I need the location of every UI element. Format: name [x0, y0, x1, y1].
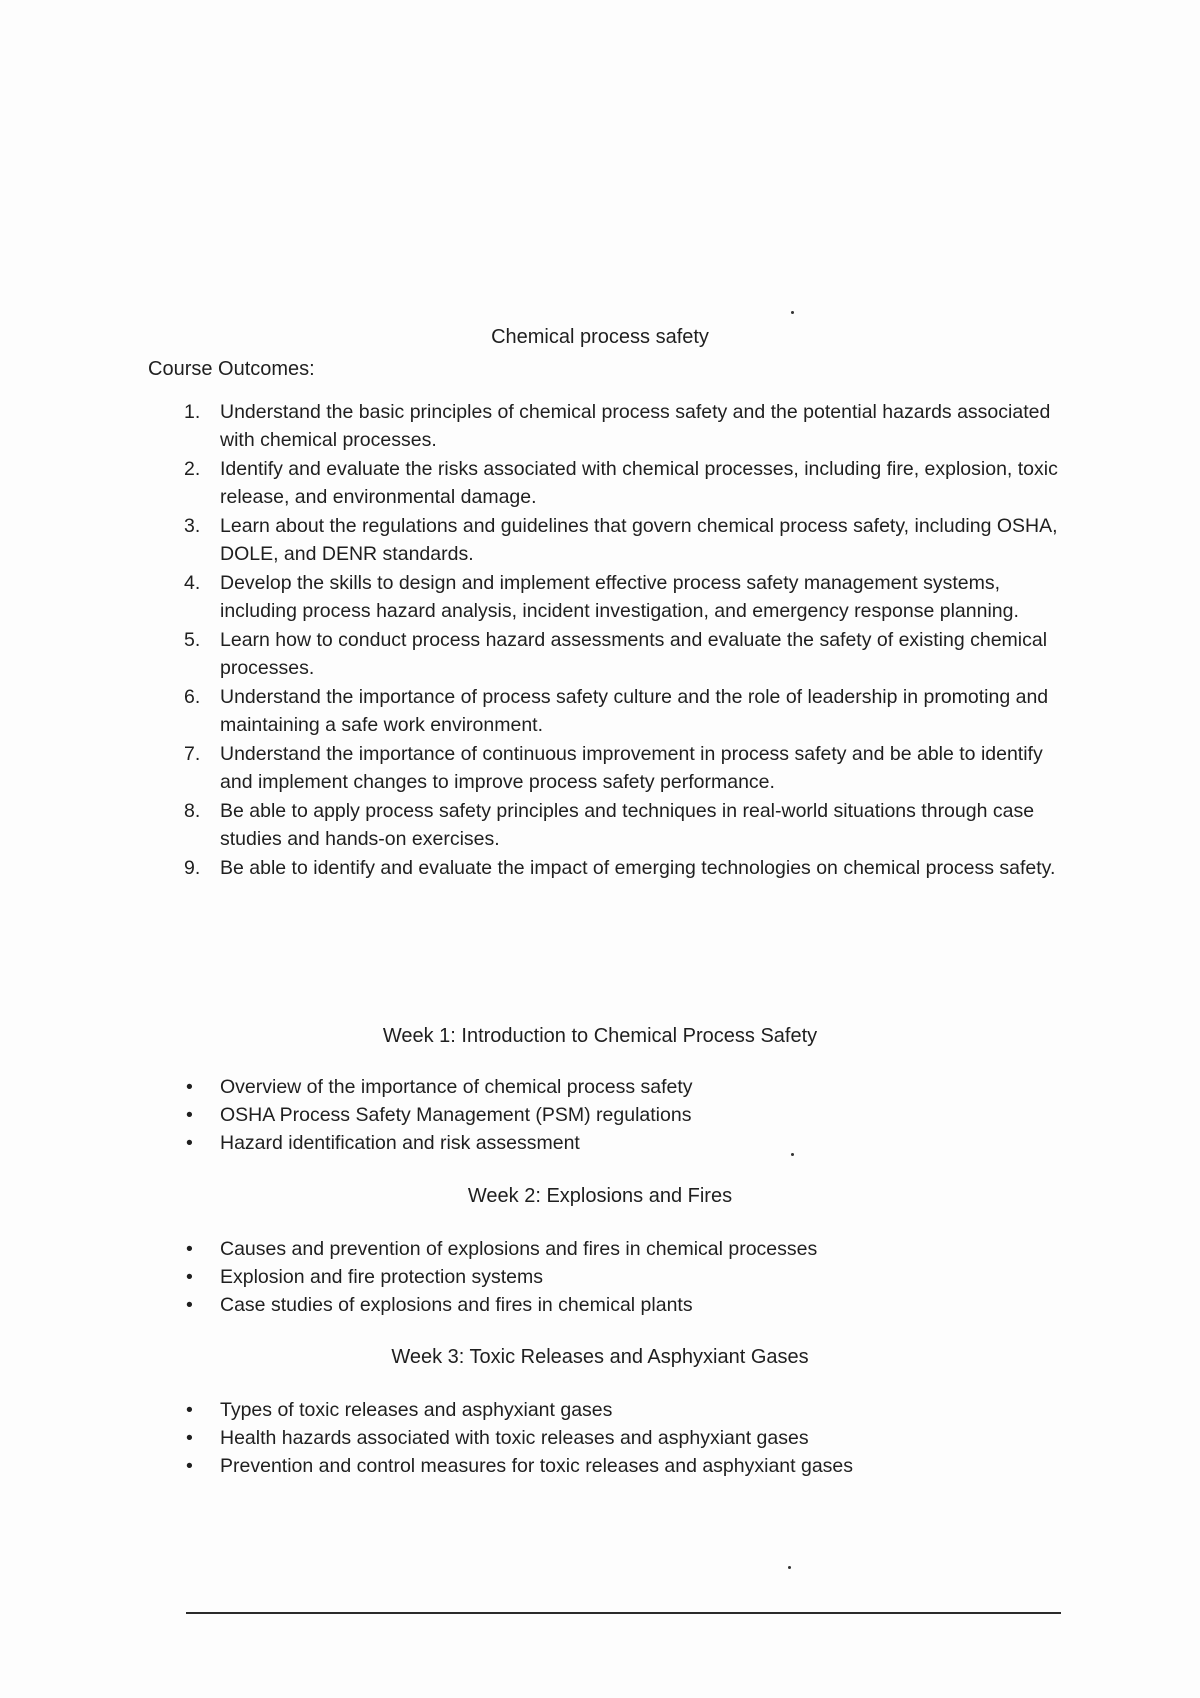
topic-text: Types of toxic releases and asphyxiant gases	[220, 1399, 613, 1421]
outcome-item	[178, 683, 1078, 739]
outcome-text: Understand the importance of continuous improvement in process safety and be able to identify and implement changes to improve process safety performance.	[220, 743, 1043, 793]
bullet-icon: •	[186, 1132, 193, 1154]
outcome-number: 5.	[184, 629, 201, 651]
topic-item	[186, 1101, 1086, 1129]
topic-text: Explosion and fire protection systems	[220, 1266, 543, 1288]
week-2-topics	[186, 1235, 1086, 1319]
outcomes-heading: Course Outcomes:	[148, 358, 315, 380]
outcome-number: 2.	[184, 458, 201, 480]
outcome-number: 9.	[184, 857, 201, 879]
outcome-item	[178, 512, 1078, 568]
outcome-text: Learn about the regulations and guidelines that govern chemical process safety, including OSHA, DOLE, and DENR standards.	[220, 515, 1058, 565]
outcome-item	[178, 797, 1078, 853]
topic-item	[186, 1396, 1086, 1424]
topic-text: Overview of the importance of chemical process safety	[220, 1076, 693, 1098]
topic-item	[186, 1129, 1086, 1157]
outcome-item	[178, 854, 1078, 882]
bullet-icon: •	[186, 1076, 193, 1098]
bullet-icon: •	[186, 1427, 193, 1449]
scan-speck	[791, 1153, 794, 1156]
document-title: Chemical process safety	[491, 326, 709, 348]
scan-speck	[791, 311, 794, 314]
outcome-text: Learn how to conduct process hazard assessments and evaluate the safety of existing chemical processes.	[220, 629, 1048, 679]
topic-item	[186, 1452, 1086, 1480]
outcome-number: 6.	[184, 686, 201, 708]
topic-text: Prevention and control measures for toxic releases and asphyxiant gases	[220, 1455, 854, 1477]
topic-item	[186, 1291, 1086, 1319]
outcome-number: 7.	[184, 743, 201, 765]
outcome-item	[178, 569, 1078, 625]
scan-speck	[788, 1566, 791, 1569]
outcome-text: Develop the skills to design and implement effective process safety management systems, including process hazard analysis, incident investigation, and emergency response planning.	[220, 572, 1019, 622]
topic-text: Health hazards associated with toxic releases and asphyxiant gases	[220, 1427, 809, 1449]
week-3-topics	[186, 1396, 1086, 1480]
bullet-icon: •	[186, 1455, 193, 1477]
topic-text: Case studies of explosions and fires in chemical plants	[220, 1294, 693, 1316]
outcomes-list	[178, 398, 1078, 883]
outcome-text: Identify and evaluate the risks associated with chemical processes, including fire, explosion, toxic release, and environmental damage.	[220, 458, 1058, 508]
topic-item	[186, 1073, 1086, 1101]
outcome-number: 3.	[184, 515, 201, 537]
bullet-icon: •	[186, 1104, 193, 1126]
topic-text: Causes and prevention of explosions and fires in chemical processes	[220, 1238, 818, 1260]
week-3-heading: Week 3: Toxic Releases and Asphyxiant Gases	[391, 1346, 809, 1368]
outcome-item	[178, 626, 1078, 682]
topic-item	[186, 1424, 1086, 1452]
bullet-icon: •	[186, 1238, 193, 1260]
outcome-text: Understand the importance of process safety culture and the role of leadership in promoting and maintaining a safe work environment.	[220, 686, 1049, 736]
week-1-heading: Week 1: Introduction to Chemical Process Safety	[382, 1025, 818, 1047]
topic-item	[186, 1235, 1086, 1263]
bullet-icon: •	[186, 1294, 193, 1316]
bullet-icon: •	[186, 1266, 193, 1288]
topic-text: OSHA Process Safety Management (PSM) regulations	[220, 1104, 692, 1126]
outcome-number: 8.	[184, 800, 201, 822]
outcome-text: Understand the basic principles of chemical process safety and the potential hazards associated with chemical processes.	[220, 401, 1051, 451]
outcome-text: Be able to identify and evaluate the impact of emerging technologies on chemical process safety.	[220, 857, 1056, 879]
outcome-item	[178, 455, 1078, 511]
footer-rule	[186, 1612, 1061, 1614]
outcome-item	[178, 398, 1078, 454]
outcome-number: 1.	[184, 401, 201, 423]
topic-text: Hazard identification and risk assessment	[220, 1132, 580, 1154]
week-2-heading: Week 2: Explosions and Fires	[467, 1185, 733, 1207]
bullet-icon: •	[186, 1399, 193, 1421]
outcome-item	[178, 740, 1078, 796]
outcome-number: 4.	[184, 572, 201, 594]
outcome-text: Be able to apply process safety principles and techniques in real-world situations through case studies and hands-on exercises.	[220, 800, 1035, 850]
week-1-topics	[186, 1073, 1086, 1157]
topic-item	[186, 1263, 1086, 1291]
